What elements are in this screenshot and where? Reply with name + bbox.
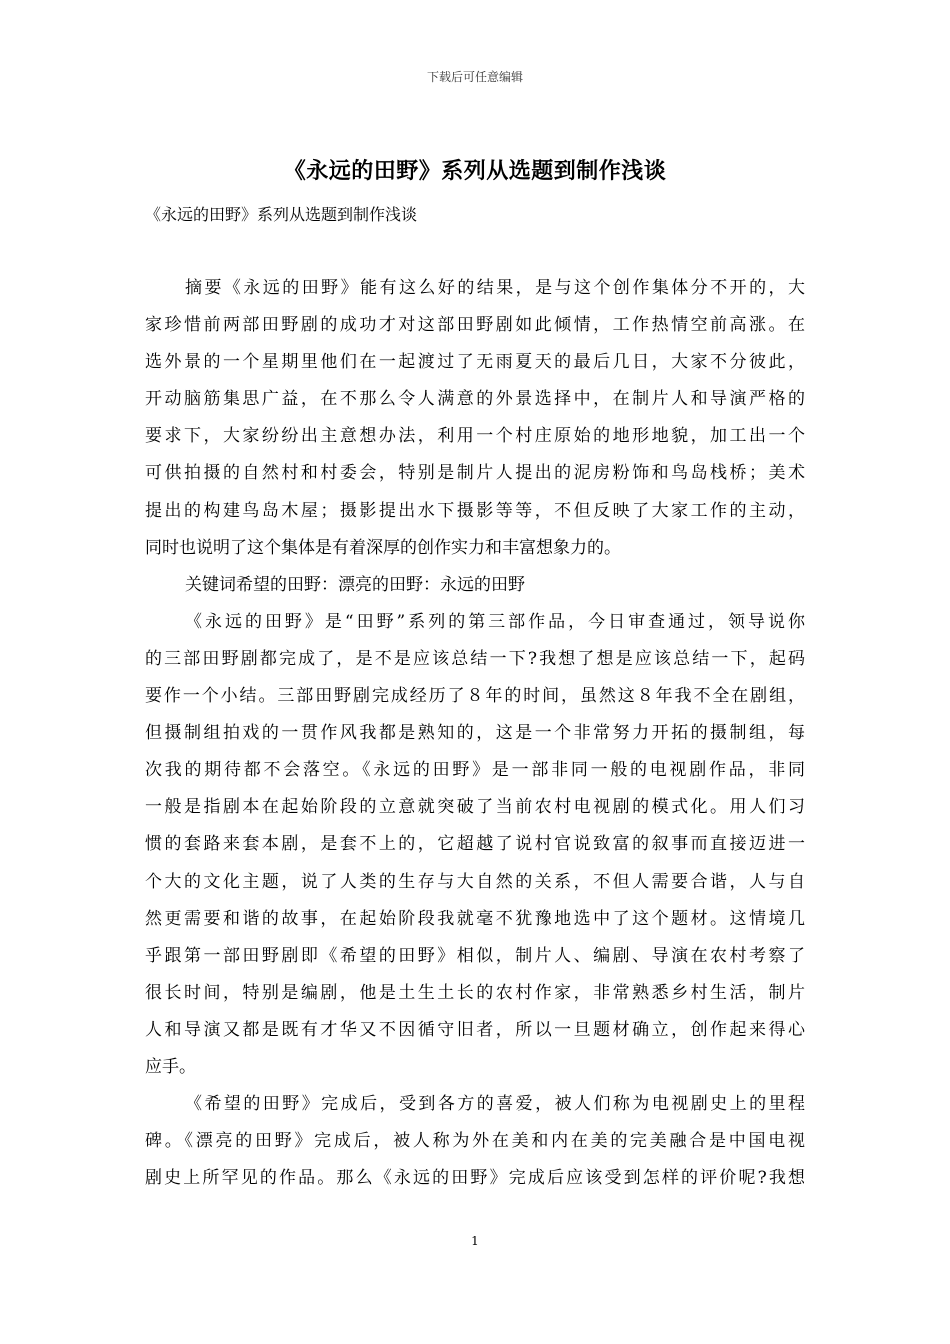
body-line: 可供拍摄的自然村和村委会，特别是制片人提出的泥房粉饰和鸟岛栈桥；美术 [145, 463, 805, 484]
page-number: 1 [471, 1234, 479, 1248]
body-line: 家珍惜前两部田野剧的成功才对这部田野剧如此倾情，工作热情空前高涨。在 [145, 315, 805, 336]
body-line: 《希望的田野》完成后，受到各方的喜爱，被人们称为电视剧史上的里程 [185, 1094, 805, 1115]
body-line: 碑。《漂亮的田野》完成后，被人称为外在美和内在美的完美融合是中国电视 [145, 1131, 805, 1152]
body-line: 但摄制组拍戏的一贯作风我都是熟知的，这是一个非常努力开拓的摄制组，每 [145, 723, 805, 744]
body-line: 要作一个小结。三部田野剧完成经历了８年的时间，虽然这８年我不全在剧组， [145, 686, 805, 707]
document-body [145, 270, 805, 1197]
body-line: 要求下，大家纷纷出主意想办法，利用一个村庄原始的地形地貌，加工出一个 [145, 426, 805, 447]
body-line: 《永远的田野》是“田野”系列的第三部作品，今日审查通过，领导说你 [185, 611, 805, 632]
body-line: 摘要《永远的田野》能有这么好的结果，是与这个创作集体分不开的，大 [185, 278, 805, 298]
body-line: 提出的构建鸟岛木屋；摄影提出水下摄影等等，不但反映了大家工作的主动， [145, 500, 805, 521]
body-line: 同时也说明了这个集体是有着深厚的创作实力和丰富想象力的。 [145, 537, 621, 558]
document-subtitle: 《永远的田野》系列从选题到制作浅谈 [145, 205, 418, 224]
body-line: 选外景的一个星期里他们在一起渡过了无雨夏天的最后几日，大家不分彼此， [145, 352, 805, 373]
body-line: 很长时间，特别是编剧，他是土生土长的农村作家，非常熟悉乡村生活，制片 [145, 982, 805, 1003]
body-line: 的三部田野剧都完成了，是不是应该总结一下?我想了想是应该总结一下，起码 [145, 648, 805, 669]
body-line: 次我的期待都不会落空。《永远的田野》是一部非同一般的电视剧作品，非同 [145, 760, 805, 781]
body-line: 惯的套路来套本剧，是套不上的，它超越了说村官说致富的叙事而直接迈进一 [145, 834, 805, 855]
body-line: 个大的文化主题，说了人类的生存与大自然的关系，不但人需要合谐，人与自 [145, 871, 805, 892]
keywords-line: 关键词希望的田野：漂亮的田野：永远的田野 [185, 574, 525, 595]
body-line: 剧史上所罕见的作品。那么《永远的田野》完成后应该受到怎样的评价呢?我想 [145, 1168, 805, 1189]
body-line: 然更需要和谐的故事，在起始阶段我就毫不犹豫地选中了这个题材。这情境几 [145, 908, 805, 929]
document-title: 《永远的田野》系列从选题到制作浅谈 [283, 159, 667, 184]
body-line: 乎跟第一部田野剧即《希望的田野》相似，制片人、编剧、导演在农村考察了 [145, 945, 805, 966]
body-line: 开动脑筋集思广益，在不那么令人满意的外景选择中，在制片人和导演严格的 [145, 389, 805, 410]
body-line: 一般是指剧本在起始阶段的立意就突破了当前农村电视剧的模式化。用人们习 [145, 797, 805, 818]
body-line: 应手。 [145, 1056, 196, 1077]
page-header: 下载后可任意编辑 [426, 70, 523, 84]
body-line: 人和导演又都是既有才华又不因循守旧者，所以一旦题材确立，创作起来得心 [145, 1019, 805, 1040]
